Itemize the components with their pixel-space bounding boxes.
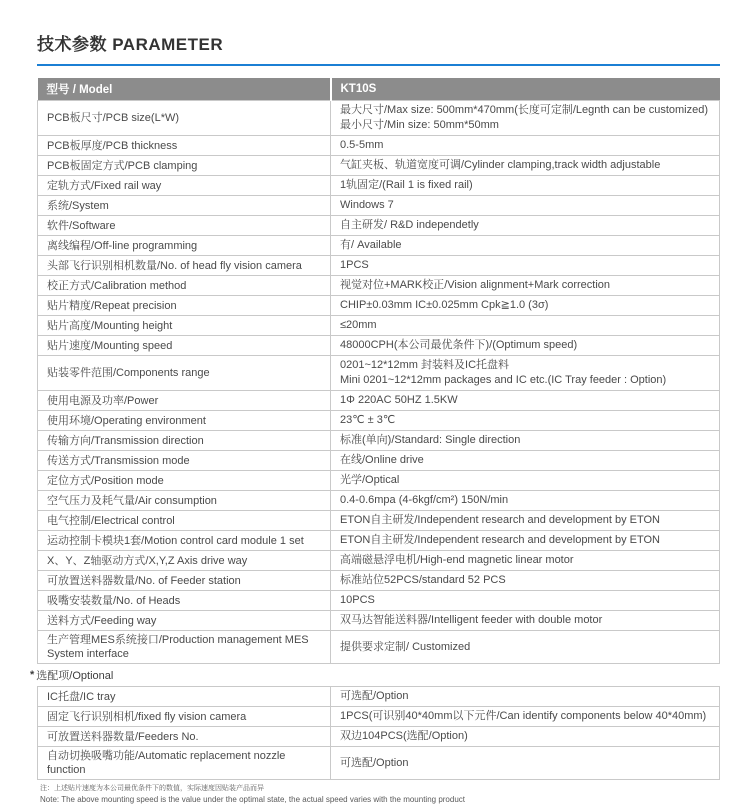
table-row <box>38 196 720 216</box>
main-spec-table <box>37 78 720 664</box>
table-row <box>38 256 720 276</box>
spec-value-line: 标准(单向)/Standard: Single direction <box>340 434 521 446</box>
spec-value-line: ETON自主研发/Independent research and development by ETON <box>340 514 660 526</box>
spec-label-cell: 贴片速度/Mounting speed <box>38 336 331 356</box>
spec-value-cell <box>331 256 720 276</box>
spec-value-cell <box>331 431 720 451</box>
optional-section-label: 选配项/Optional <box>36 670 114 682</box>
main-spec-table-wrap <box>37 78 720 664</box>
table-row <box>38 591 720 611</box>
spec-value-line: 标准站位52PCS/standard 52 PCS <box>340 574 506 586</box>
spec-value-cell <box>331 176 720 196</box>
spec-label-cell: 固定飞行识别相机/fixed fly vision camera <box>38 707 331 727</box>
spec-value-line: CHIP±0.03mm IC±0.025mm Cpk≧1.0 (3σ) <box>340 299 549 311</box>
table-row <box>38 687 720 707</box>
spec-label-cell: 送料方式/Feeding way <box>38 611 331 631</box>
spec-label-cell: 头部飞行识别相机数量/No. of head fly vision camera <box>38 256 331 276</box>
spec-value-line: 提供要求定制/ Customized <box>340 640 471 653</box>
spec-value-cell <box>331 511 720 531</box>
model-header-cell: 型号 / Model <box>38 78 331 101</box>
footnote-english: Note: The above mounting speed is the value under the optimal state, the actual speed varies with the mounting product <box>40 795 466 804</box>
asterisk-mark: * <box>30 669 35 681</box>
spec-value-cell <box>331 196 720 216</box>
spec-value-line: 0201~12*12mm 封装料及IC托盘料 <box>340 359 510 371</box>
spec-value-cell <box>331 336 720 356</box>
table-row <box>38 431 720 451</box>
spec-label-cell: 定轨方式/Fixed rail way <box>38 176 331 196</box>
spec-value-cell <box>331 296 720 316</box>
footnote-chinese: 注：上述贴片速度为本公司最优条件下的数值，实际速度因贴装产品而异 <box>40 785 264 792</box>
spec-label-cell: 可放置送料器数量/Feeders No. <box>38 727 331 747</box>
table-row <box>38 316 720 336</box>
spec-value-cell <box>331 136 720 156</box>
spec-value-cell <box>331 276 720 296</box>
spec-value-line: 10PCS <box>340 594 375 606</box>
spec-value-line: 1PCS <box>340 259 369 271</box>
spec-value-line: 可选配/Option <box>340 756 409 769</box>
spec-label-cell: 软件/Software <box>38 216 331 236</box>
spec-value-cell <box>331 451 720 471</box>
spec-label-cell: 传输方向/Transmission direction <box>38 431 331 451</box>
spec-label-cell: PCB板固定方式/PCB clamping <box>38 156 331 176</box>
accent-divider <box>37 64 720 66</box>
spec-value-line: 有/ Available <box>340 239 402 251</box>
spec-value-line: ETON自主研发/Independent research and development by ETON <box>340 534 660 546</box>
spec-value-line: 视觉对位+MARK校正/Vision alignment+Mark correction <box>340 279 610 291</box>
spec-value-line: 可选配/Option <box>340 690 409 702</box>
spec-label-cell: 使用电源及功率/Power <box>38 391 331 411</box>
model-value-cell: KT10S <box>331 78 720 101</box>
spec-value-cell <box>331 411 720 431</box>
table-row <box>38 336 720 356</box>
spec-value-cell <box>331 687 720 707</box>
spec-value-cell <box>331 356 720 391</box>
spec-value-cell <box>331 551 720 571</box>
table-row <box>38 411 720 431</box>
table-row <box>38 727 720 747</box>
spec-label-cell: 传送方式/Transmission mode <box>38 451 331 471</box>
spec-label-cell: 可放置送料器数量/No. of Feeder station <box>38 571 331 591</box>
spec-value-line: ≤20mm <box>340 319 377 331</box>
spec-label-cell: 贴装零件范围/Components range <box>38 356 331 391</box>
spec-value-line: 最小尺寸/Min size: 50mm*50mm <box>340 119 499 131</box>
spec-value-cell <box>331 747 720 780</box>
spec-label-cell: 系统/System <box>38 196 331 216</box>
spec-label-cell: 定位方式/Position mode <box>38 471 331 491</box>
spec-value-line: Windows 7 <box>340 199 394 211</box>
spec-value-line: 23℃ ± 3℃ <box>340 414 396 426</box>
table-row <box>38 136 720 156</box>
spec-value-line: 1PCS(可识别40*40mm以下元件/Can identify components below 40*40mm) <box>340 710 707 722</box>
optional-section-header <box>30 667 720 683</box>
spec-value-line: 最大尺寸/Max size: 500mm*470mm(长度可定制/Legnth can be customized) <box>340 104 709 116</box>
table-row <box>38 471 720 491</box>
spec-value-line: 48000CPH(本公司最优条件下)/(Optimum speed) <box>340 339 578 351</box>
spec-label-cell: 运动控制卡模块1套/Motion control card module 1 set <box>38 531 331 551</box>
spec-value-line: 0.5-5mm <box>340 139 384 151</box>
spec-value-line: 1轨固定/(Rail 1 is fixed rail) <box>340 179 473 191</box>
spec-label-cell: 电气控制/Electrical control <box>38 511 331 531</box>
spec-value-cell <box>331 101 720 136</box>
spec-value-line: 在线/Online drive <box>340 454 424 466</box>
spec-label-cell: 离线编程/Off-line programming <box>38 236 331 256</box>
page-title: 技术参数 PARAMETER <box>37 35 224 54</box>
spec-value-line: 双边104PCS(选配/Option) <box>340 730 468 742</box>
table-header-row <box>38 78 720 101</box>
table-row <box>38 511 720 531</box>
table-row <box>38 101 720 136</box>
table-row <box>38 571 720 591</box>
spec-label-cell: X、Y、Z轴驱动方式/X,Y,Z Axis drive way <box>38 551 331 571</box>
spec-value-line: 气缸夹板、轨道宽度可调/Cylinder clamping,track width adjustable <box>340 159 661 171</box>
table-row <box>38 356 720 391</box>
spec-label-cell: 自动切换吸嘴功能/Automatic replacement nozzle function <box>38 747 331 780</box>
table-row <box>38 531 720 551</box>
spec-value-cell <box>331 156 720 176</box>
spec-value-cell <box>331 611 720 631</box>
table-row <box>38 707 720 727</box>
spec-label-cell: 使用环境/Operating environment <box>38 411 331 431</box>
table-row <box>38 156 720 176</box>
table-row <box>38 216 720 236</box>
table-row <box>38 451 720 471</box>
spec-label-cell: 空气压力及耗气量/Air consumption <box>38 491 331 511</box>
spec-value-cell <box>331 591 720 611</box>
spec-label-cell: 贴片高度/Mounting height <box>38 316 331 336</box>
footnotes <box>37 784 720 805</box>
table-row <box>38 276 720 296</box>
table-row <box>38 236 720 256</box>
spec-value-cell <box>331 316 720 336</box>
table-row <box>38 631 720 664</box>
optional-spec-table-wrap <box>37 686 720 780</box>
spec-value-cell <box>331 216 720 236</box>
spec-value-cell <box>331 707 720 727</box>
spec-label-cell: 贴片精度/Repeat precision <box>38 296 331 316</box>
spec-value-cell <box>331 571 720 591</box>
table-row <box>38 176 720 196</box>
spec-value-cell <box>331 631 720 664</box>
spec-label-cell: 吸嘴安装数量/No. of Heads <box>38 591 331 611</box>
spec-value-cell <box>331 471 720 491</box>
spec-value-line: 1Φ 220AC 50HZ 1.5KW <box>340 394 458 406</box>
optional-spec-table <box>37 686 720 780</box>
spec-value-line: Mini 0201~12*12mm packages and IC etc.(IC Tray feeder : Option) <box>340 374 667 386</box>
spec-label-cell: PCB板厚度/PCB thickness <box>38 136 331 156</box>
spec-value-cell <box>331 391 720 411</box>
spec-label-cell: 生产管理MES系统接口/Production management MES System interface <box>38 631 331 664</box>
spec-value-cell <box>331 491 720 511</box>
spec-value-line: 0.4-0.6mpa (4-6kgf/cm²) 150N/min <box>340 494 509 506</box>
table-row <box>38 391 720 411</box>
table-row <box>38 611 720 631</box>
table-row <box>38 551 720 571</box>
spec-value-line: 高端磁悬浮电机/High-end magnetic linear motor <box>340 554 574 566</box>
spec-value-cell <box>331 727 720 747</box>
table-row <box>38 747 720 780</box>
table-row <box>38 491 720 511</box>
spec-value-line: 光学/Optical <box>340 474 400 486</box>
table-row <box>38 296 720 316</box>
spec-value-line: 双马达智能送料器/Intelligent feeder with double motor <box>340 614 603 626</box>
spec-value-line: 自主研发/ R&D independetly <box>340 219 479 231</box>
spec-value-cell <box>331 236 720 256</box>
spec-label-cell: IC托盘/IC tray <box>38 687 331 707</box>
spec-label-cell: 校正方式/Calibration method <box>38 276 331 296</box>
spec-value-cell <box>331 531 720 551</box>
spec-label-cell: PCB板尺寸/PCB size(L*W) <box>38 101 331 136</box>
